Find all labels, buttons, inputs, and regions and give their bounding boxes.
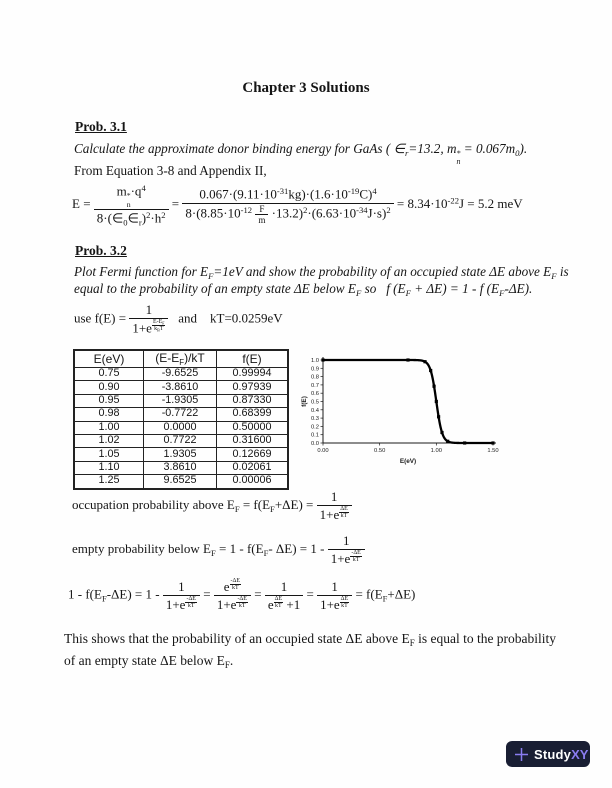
prob-3-1-heading: Prob. 3.1 (75, 119, 127, 134)
fermi-function-definition: use f(E) = 1 1+e $^{\frac{E-E_F}{k_BT}}$ and kT=0.0259eV (74, 302, 283, 336)
fermi-curve (323, 360, 493, 443)
plus-icon (514, 747, 529, 762)
fermi-plot (299, 348, 505, 472)
prob-3-1-formula: E = m * n $\cdot q^4$ $8\cdot(\in_0\in_r)^2\cdot h^2$ = $0.067\cdot(9.11\cdot 10^{-31}kg)\cdot(1.6\cdot 10^{-19}C)^4$ $8\cdot(8.85\cdot 10^{-12}$ $\frac{F}{m}$ $\cdot 13.2)^2\cdot(6.63\cdot 10^{-34}J\cdot s)^2$ = $8.34\cdot 10^{-22}J = 5.2$ meV (72, 183, 523, 228)
data-point-marker (463, 441, 466, 444)
prob-3-2-statement-line1: Plot Fermi function for $E_F=1eV$ and show the probability of an occupied state ΔE above $E_F$ is (74, 264, 569, 282)
table-cell: 0.0000 (144, 421, 217, 434)
table-cell: 0.87330 (217, 394, 289, 407)
table-cell: 0.7722 (144, 434, 217, 447)
x-tick-label: 1.50 (487, 448, 499, 454)
y-tick-label: 0.6 (310, 391, 319, 398)
data-point-marker (440, 431, 443, 434)
y-tick-label: 0.7 (310, 382, 319, 389)
data-point-marker (446, 440, 449, 443)
table-cell: 3.8610 (144, 461, 217, 474)
table-cell: 0.12669 (217, 448, 289, 461)
x-tick-label: 0.50 (374, 448, 386, 454)
y-tick-label: 0.5 (310, 399, 319, 406)
y-tick-label: 0.4 (310, 407, 319, 414)
occupation-probability-line: occupation probability above $E_F = f(E_F+\Delta E)$ = 1 1+e $^{\frac{\Delta E}{kT}}$ (72, 489, 352, 523)
table-cell: -1.9305 (144, 394, 217, 407)
table-cell: 1.9305 (144, 448, 217, 461)
prob-3-1-from-line: From Equation 3-8 and Appendix II, (74, 163, 267, 178)
table-cell: -3.8610 (144, 381, 217, 394)
x-axis-label: E(eV) (399, 458, 417, 465)
table-row (74, 475, 288, 489)
data-point-marker (429, 369, 432, 372)
conclusion-line1: This shows that the probability of an occupied state ΔE above $E_F$ is equal to the probability (64, 631, 557, 649)
table-header-fe: f(E) (217, 350, 289, 368)
table-cell: 1.05 (74, 448, 144, 461)
table-cell: 0.68399 (217, 408, 289, 421)
table-row (74, 368, 288, 381)
x-tick-label: 0.00 (317, 448, 329, 454)
table-cell: 0.99994 (217, 368, 289, 381)
prob-3-2-heading: Prob. 3.2 (75, 243, 127, 258)
page-title: Chapter 3 Solutions (242, 80, 370, 96)
table-cell: 9.6525 (144, 475, 217, 489)
table-cell: 0.02061 (217, 461, 289, 474)
y-tick-label: 1.0 (310, 358, 319, 364)
table-cell: 0.50000 (217, 421, 289, 434)
studyxy-logo (506, 741, 590, 767)
table-cell: 0.98 (74, 408, 144, 421)
fermi-table (73, 349, 289, 490)
y-tick-label: 0.0 (310, 441, 319, 447)
data-point-marker (491, 441, 494, 444)
table-row (74, 381, 288, 394)
fermi-chart-svg (299, 348, 505, 472)
table-cell: 0.00006 (217, 475, 289, 489)
x-tick-label: 1.00 (430, 448, 442, 454)
logo-text-xy: XY (571, 746, 589, 762)
prob-3-1-statement: Calculate the approximate donor binding energy for GaAs ( $\in_r=13.2$, m * n = $0.067m_0$). (74, 141, 528, 167)
table-cell: 0.90 (74, 381, 144, 394)
table-cell: -9.6525 (144, 368, 217, 381)
table-cell: 1.00 (74, 421, 144, 434)
table-cell: -0.7722 (144, 408, 217, 421)
conclusion-line2: of an empty state ΔE below $E_F$. (64, 653, 234, 671)
derivation-line: $1 - f(E_F-\Delta E) = 1$ - 1 1+e $^{\frac{-\Delta E}{kT}}$ = e $^{\frac{-\Delta E}{kT}}$ 1+e $^{\frac{-\Delta E}{kT}}$ = 1 e $^{\frac{\Delta E}{kT}}$ +1 = 1 1+e $^{\frac{\Delta E}{kT}}$ = $f(E_F+\Delta E)$ (68, 578, 416, 613)
table-cell: 1.25 (74, 475, 144, 489)
y-tick-label: 0.3 (310, 416, 319, 423)
table-cell: 0.97939 (217, 381, 289, 394)
table-cell: 0.95 (74, 394, 144, 407)
data-point-marker (437, 415, 440, 418)
prob-3-2-statement-line2: equal to the probability of an empty state ΔE below $E_F$ so f $(E_F + \Delta E) = 1 - f$ $(E_F-\Delta E)$. (74, 281, 533, 299)
data-point-marker (423, 360, 426, 363)
logo-text-study: Study (534, 746, 572, 762)
empty-probability-line: empty probability below $E_F = 1 - f(E_F-$ ΔE) = 1 - 1 1+e $^{\frac{-\Delta E}{kT}}$ (72, 533, 365, 567)
table-row (74, 434, 288, 447)
y-tick-label: 0.1 (310, 432, 319, 439)
data-point-marker (435, 400, 438, 403)
table-cell: 0.75 (74, 368, 144, 381)
y-tick-label: 0.2 (310, 424, 319, 431)
table-cell: 1.02 (74, 434, 144, 447)
table-cell: 1.10 (74, 461, 144, 474)
table-row (74, 408, 288, 421)
table-row (74, 461, 288, 474)
y-axis-label: f(E) (301, 396, 308, 407)
data-point-marker (432, 385, 435, 388)
y-tick-label: 0.9 (310, 366, 319, 373)
table-cell: 0.31600 (217, 434, 289, 447)
table-header-row (74, 350, 288, 368)
table-row (74, 448, 288, 461)
table-row (74, 394, 288, 407)
table-row (74, 421, 288, 434)
data-point-marker (406, 358, 409, 361)
table-header-e: E(eV) (74, 350, 144, 368)
table-header-ekt: $(E-E_F)/kT$ (144, 350, 217, 368)
y-tick-label: 0.8 (310, 374, 319, 381)
data-point-marker (321, 358, 324, 361)
